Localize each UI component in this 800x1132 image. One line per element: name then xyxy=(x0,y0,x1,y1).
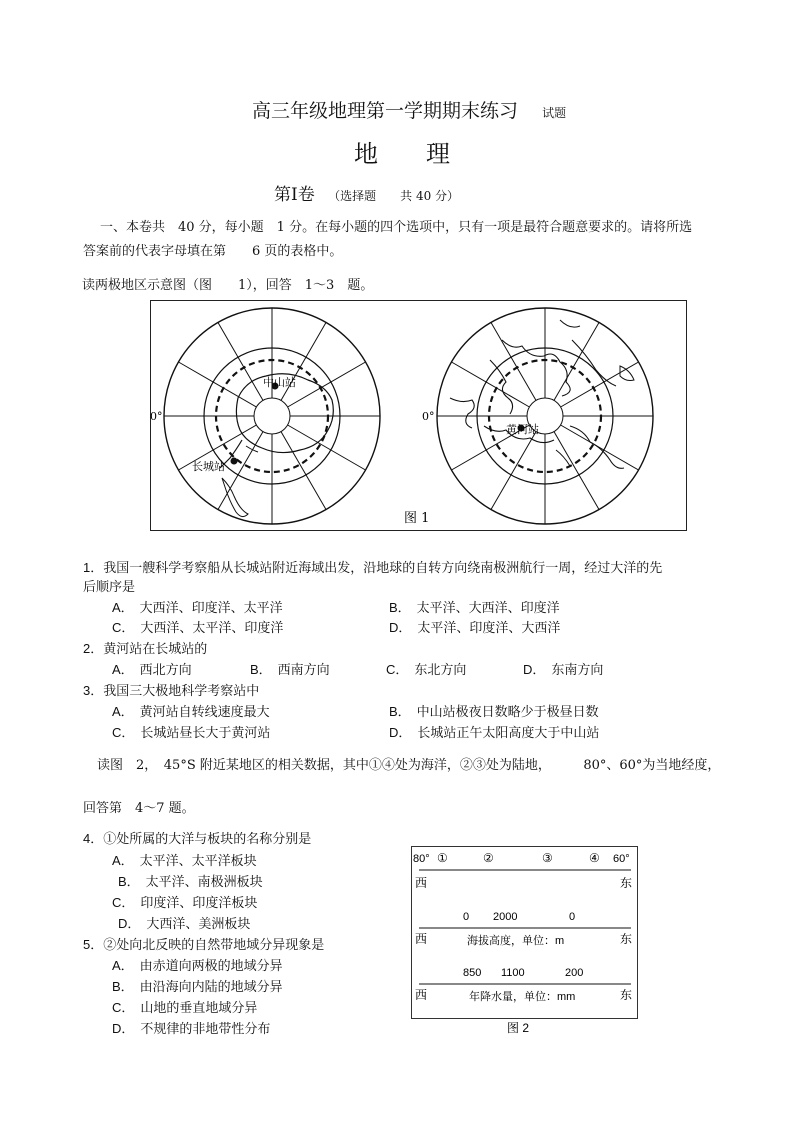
instruction-line-2: 答案前的代表字母填在第 6 页的表格中。 xyxy=(83,244,343,259)
question-4-option-d[interactable]: D． 大西洋、美洲板块 xyxy=(118,916,251,932)
south-polar-map xyxy=(164,308,380,524)
elevation-value-2: 2000 xyxy=(493,911,518,923)
read-figure-1: 读两极地区示意图（图 1），回答 1～3 题。 xyxy=(82,278,374,293)
question-5-option-b[interactable]: B． 由沿海向内陆的地域分异 xyxy=(112,979,283,995)
read-figure-2-line-2: 回答第 4～7 题。 xyxy=(83,801,195,816)
question-3-option-c[interactable]: C． 长城站昼长大于黄河站 xyxy=(112,725,271,741)
instruction-line-1: 一、本卷共 40 分，每小题 1 分。在每小题的四个选项中，只有一项是最符合题意要求的。请将所选 xyxy=(100,220,693,235)
west-label-3: 西 xyxy=(415,988,428,1002)
question-1-option-a[interactable]: A． 大西洋、印度洋、太平洋 xyxy=(112,600,283,616)
section-note: （选择题 共 40 分） xyxy=(328,189,460,203)
question-2-option-b[interactable]: B． 西南方向 xyxy=(250,662,330,678)
longitude-right-label: 60° xyxy=(613,853,630,865)
zhongshan-station-label: 中山站 xyxy=(263,376,296,389)
question-3-option-a[interactable]: A． 黄河站自转线速度最大 xyxy=(112,704,270,720)
figure-1-polar-map xyxy=(150,300,687,532)
question-1-stem: 1．我国一艘科学考察船从长城站附近海域出发，沿地球的自转方向绕南极洲航行一周，经过大洋的先 xyxy=(83,560,663,576)
question-3-stem: 3．我国三大极地科学考察站中 xyxy=(83,683,260,699)
question-5-option-d[interactable]: D． 不规律的非地带性分布 xyxy=(112,1021,271,1037)
east-label-1: 东 xyxy=(620,876,633,890)
marker-2: ② xyxy=(483,851,494,865)
question-1-option-c[interactable]: C． 大西洋、太平洋、印度洋 xyxy=(112,620,284,636)
exam-title-suffix: 试题 xyxy=(542,106,567,120)
east-label-3: 东 xyxy=(620,988,633,1002)
exam-title: 高三年级地理第一学期期末练习 试题 xyxy=(252,100,567,122)
west-label-1: 西 xyxy=(415,876,428,890)
figure-1-caption: 图 1 xyxy=(404,511,430,526)
right-zero-meridian-label: 0° xyxy=(422,410,435,423)
question-3-option-d[interactable]: D． 长城站正午太阳高度大于中山站 xyxy=(389,725,600,741)
question-4-stem: 4．①处所属的大洋与板块的名称分别是 xyxy=(83,831,312,847)
elevation-value-1: 0 xyxy=(463,911,470,923)
read-figure-2-line-1: 读图 2， 45°S 附近某地区的相关数据，其中①④处为海洋，②③处为陆地， 80°、60°为当地经度， xyxy=(97,758,721,773)
marker-1: ① xyxy=(437,851,448,865)
precip-value-2: 1100 xyxy=(501,967,525,979)
longitude-left-label: 80° xyxy=(413,853,430,865)
elevation-axis-label: 海拔高度，单位：m xyxy=(467,935,565,947)
east-label-2: 东 xyxy=(620,932,633,946)
marker-3: ③ xyxy=(542,851,553,865)
figure-2-caption: 图 2 xyxy=(507,1021,530,1035)
question-5-option-a[interactable]: A． 由赤道向两极的地域分异 xyxy=(112,958,283,974)
question-2-option-d[interactable]: D． 东南方向 xyxy=(523,662,604,678)
question-4-option-c[interactable]: C． 印度洋、印度洋板块 xyxy=(112,895,258,911)
figure-2-profile-diagram xyxy=(405,846,645,1036)
precip-value-1: 850 xyxy=(463,967,482,979)
section-title: 第Ⅰ卷 （选择题 共 40 分） xyxy=(274,185,460,205)
question-4-option-b[interactable]: B． 太平洋、南极洲板块 xyxy=(118,874,263,890)
subject-title: 地 理 xyxy=(354,140,450,168)
precip-value-3: 200 xyxy=(565,967,584,979)
west-label-2: 西 xyxy=(415,932,428,946)
marker-4: ④ xyxy=(589,851,600,865)
question-1-option-d[interactable]: D． 太平洋、印度洋、大西洋 xyxy=(389,620,561,636)
question-5-option-c[interactable]: C． 山地的垂直地域分异 xyxy=(112,1000,258,1016)
question-4-option-a[interactable]: A． 太平洋、太平洋板块 xyxy=(112,853,257,869)
question-1-option-b[interactable]: B． 太平洋、大西洋、印度洋 xyxy=(389,600,560,616)
north-polar-map xyxy=(437,308,653,524)
question-2-option-a[interactable]: A． 西北方向 xyxy=(112,662,192,678)
left-zero-meridian-label: 0° xyxy=(150,410,163,423)
question-1-stem-line-2: 后顺序是 xyxy=(83,580,136,595)
question-3-option-b[interactable]: B． 中山站极夜日数略少于极昼日数 xyxy=(389,704,599,720)
huanghe-station-label: 黄河站 xyxy=(506,423,539,436)
changcheng-station-label: 长城站 xyxy=(192,460,225,473)
question-5-stem: 5．②处向北反映的自然带地域分异现象是 xyxy=(83,937,325,953)
precipitation-axis-label: 年降水量，单位：mm xyxy=(469,991,576,1003)
question-2-option-c[interactable]: C． 东北方向 xyxy=(386,662,467,678)
question-2-stem: 2．黄河站在长城站的 xyxy=(83,641,208,657)
elevation-value-3: 0 xyxy=(569,911,576,923)
